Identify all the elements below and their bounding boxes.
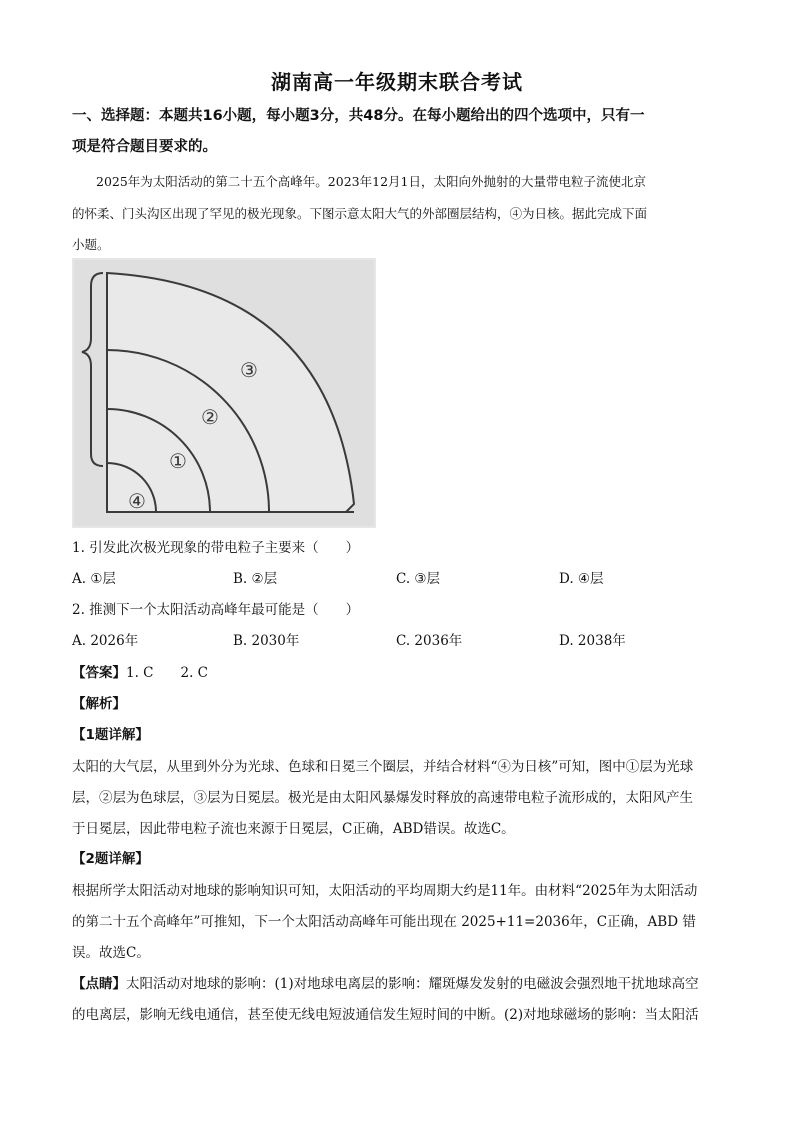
detail-2-line-1: 根据所学太阳活动对地球的影响知识可知，太阳活动的平均周期大约是11年。由材料“2025年为太阳活动 (72, 883, 698, 899)
intro-line-2: 的怀柔、门头沟区出现了罕见的极光现象。下图示意太阳大气的外部圈层结构，④为日核。据此完成下面 (72, 206, 648, 221)
detail-2-line-3: 误。故选C。 (72, 945, 150, 961)
page-title: 湖南高一年级期末联合考试 (271, 70, 523, 94)
tip-label: 【点睛】 (72, 976, 126, 992)
question-2-option-a: A. 2026年 (72, 633, 139, 649)
question-2-option-b: B. 2030年 (233, 633, 300, 649)
answer-text: 1. C 2. C (126, 665, 209, 681)
detail-1-line-1: 太阳的大气层，从里到外分为光球、色球和日冕三个圈层，并结合材料“④为日核”可知，图中①层为光球 (72, 759, 694, 775)
detail-2-line-2: 的第二十五个高峰年”可推知，下一个太阳活动高峰年可能出现在 2025+11=2036年，C正确，ABD 错 (72, 914, 696, 930)
question-1-option-d: D. ④层 (559, 571, 604, 587)
question-1-stem: 1. 引发此次极光现象的带电粒子主要来（ ） (72, 540, 360, 556)
detail-2-label: 【2题详解】 (72, 851, 149, 867)
question-2-option-c: C. 2036年 (396, 633, 463, 649)
detail-1-label: 【1题详解】 (72, 727, 149, 743)
question-1-option-b: B. ②层 (233, 571, 278, 587)
section-heading-line-2: 项是符合题目要求的。 (72, 139, 217, 155)
sun-atmosphere-figure (72, 258, 376, 528)
label-layer-3: ③ (240, 358, 258, 382)
answer-label: 【答案】 (72, 665, 126, 681)
section-heading-line-1: 一、选择题：本题共16小题，每小题3分，共48分。在每小题给出的四个选项中，只有一 (72, 108, 645, 124)
question-2-option-d: D. 2038年 (559, 633, 626, 649)
detail-1-line-2: 层，②层为色球层，③层为日冕层。极光是由太阳风暴爆发时释放的高速带电粒子流形成的，太阳风产生 (72, 790, 693, 806)
question-1-option-a: A. ①层 (72, 571, 116, 587)
tip-line-2: 的电离层，影响无线电通信，甚至使无线电短波通信发生短时间的中断。(2)对地球磁场的影响：当太阳活 (72, 1007, 699, 1023)
detail-1-line-3: 于日冕层，因此带电粒子流也来源于日冕层，C正确，ABD错误。故选C。 (72, 821, 515, 837)
label-layer-2: ② (201, 405, 219, 429)
intro-line-3: 小题。 (72, 237, 110, 252)
tip-line-1 (72, 969, 728, 1000)
intro-line-1: 2025年为太阳活动的第二十五个高峰年。2023年12月1日，太阳向外抛射的大量带电粒子流使北京 (96, 174, 646, 189)
label-layer-1: ① (169, 449, 187, 473)
question-1-option-c: C. ③层 (396, 571, 441, 587)
analysis-label: 【解析】 (72, 696, 126, 712)
label-layer-4: ④ (128, 489, 146, 513)
sun-layers-diagram (72, 258, 376, 528)
question-2-stem: 2. 推测下一个太阳活动高峰年最可能是（ ） (72, 602, 360, 618)
answer-line (72, 661, 208, 681)
tip-text-1: 太阳活动对地球的影响：(1)对地球电离层的影响：耀斑爆发发射的电磁波会强烈地干扰地球高空 (126, 976, 699, 992)
